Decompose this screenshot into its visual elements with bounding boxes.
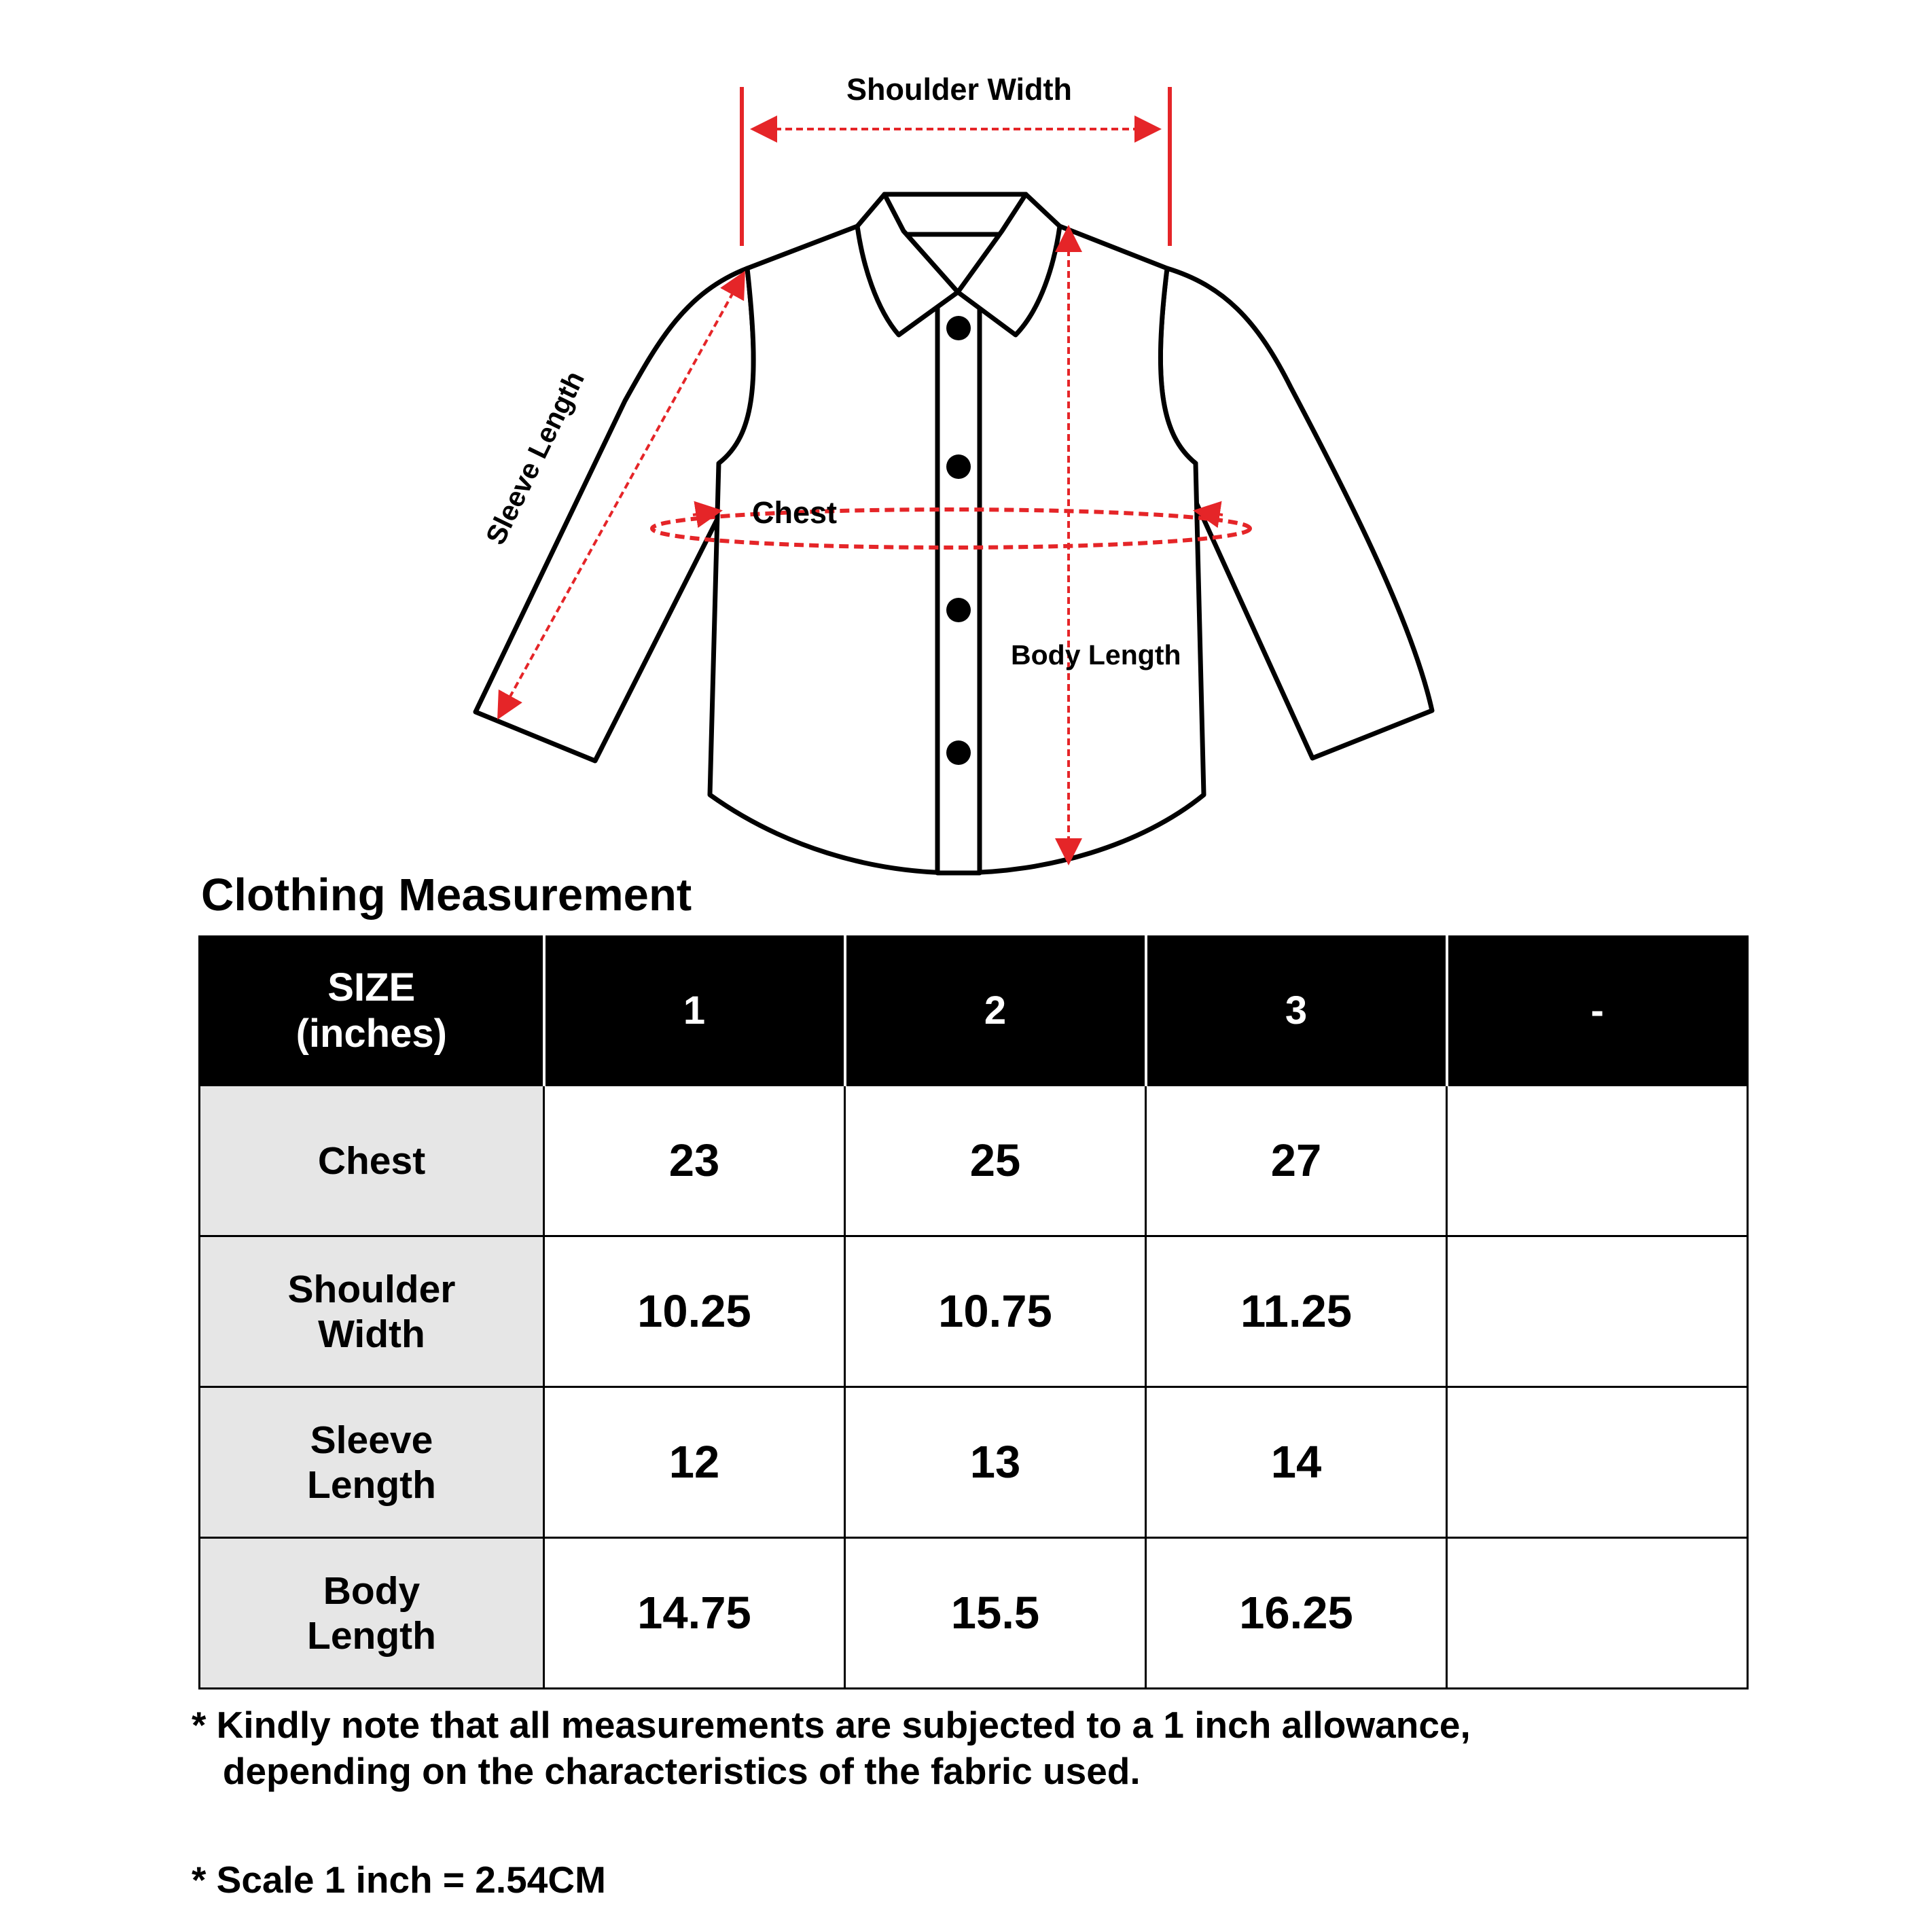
allowance-note: * Kindly note that all measurements are subjected to a 1 inch allowance, depending on the characteristics of the fabric used. — [192, 1704, 1471, 1792]
header-size-unit — [200, 937, 544, 1086]
row-label-line: Width — [318, 1312, 425, 1356]
row-label-line: Chest — [317, 1139, 426, 1183]
table-cell: 11.25 — [1146, 1236, 1447, 1387]
header-size: SIZE — [327, 965, 416, 1009]
button — [946, 598, 971, 622]
table-cell: 14 — [1146, 1387, 1447, 1538]
row-label-sleeve-length — [200, 1387, 544, 1538]
header-size-4: - — [1447, 937, 1748, 1086]
table-row — [200, 1236, 1748, 1387]
shirt-outline — [476, 194, 1432, 873]
table-cell: 10.75 — [845, 1236, 1146, 1387]
table-cell — [1447, 1538, 1748, 1689]
shirt-diagram — [0, 0, 1932, 897]
table-cell — [1447, 1387, 1748, 1538]
table-cell: 16.25 — [1146, 1538, 1447, 1689]
placket — [937, 292, 980, 873]
table-cell: 25 — [845, 1086, 1146, 1236]
button — [946, 454, 971, 479]
table-cell: 27 — [1146, 1086, 1447, 1236]
row-label-line: Length — [307, 1463, 436, 1507]
table-row — [200, 1086, 1748, 1236]
header-size-2: 2 — [845, 937, 1146, 1086]
table-row — [200, 1387, 1748, 1538]
size-table — [198, 935, 1749, 1689]
table-cell — [1447, 1236, 1748, 1387]
table-cell: 13 — [845, 1387, 1146, 1538]
table-row — [200, 1538, 1748, 1689]
table-cell: 23 — [544, 1086, 845, 1236]
label-sleeve-length: Sleeve Length — [479, 365, 591, 550]
row-label-line: Shoulder — [287, 1267, 456, 1311]
button — [946, 316, 971, 340]
row-label-body-length — [200, 1538, 544, 1689]
header-size-1: 1 — [544, 937, 845, 1086]
row-label-line: Length — [307, 1613, 436, 1658]
table-title: Clothing Measurement — [201, 870, 692, 920]
table-cell: 10.25 — [544, 1236, 845, 1387]
scale-note: * Scale 1 inch = 2.54CM — [192, 1859, 606, 1901]
row-label-line: Sleeve — [310, 1418, 433, 1462]
table-cell: 12 — [544, 1387, 845, 1538]
row-label-chest — [200, 1086, 544, 1236]
table-cell — [1447, 1086, 1748, 1236]
header-unit: (inches) — [296, 1012, 447, 1056]
table-header-row — [200, 937, 1748, 1086]
button — [946, 740, 971, 765]
header-size-3: 3 — [1146, 937, 1447, 1086]
table-cell: 15.5 — [845, 1538, 1146, 1689]
row-label-shoulder-width — [200, 1236, 544, 1387]
label-chest: Chest — [752, 495, 838, 530]
row-label-line: Body — [323, 1569, 421, 1613]
label-body-length: Body Length — [1011, 639, 1181, 670]
table-cell: 14.75 — [544, 1538, 845, 1689]
label-shoulder-width: Shoulder Width — [846, 72, 1073, 107]
